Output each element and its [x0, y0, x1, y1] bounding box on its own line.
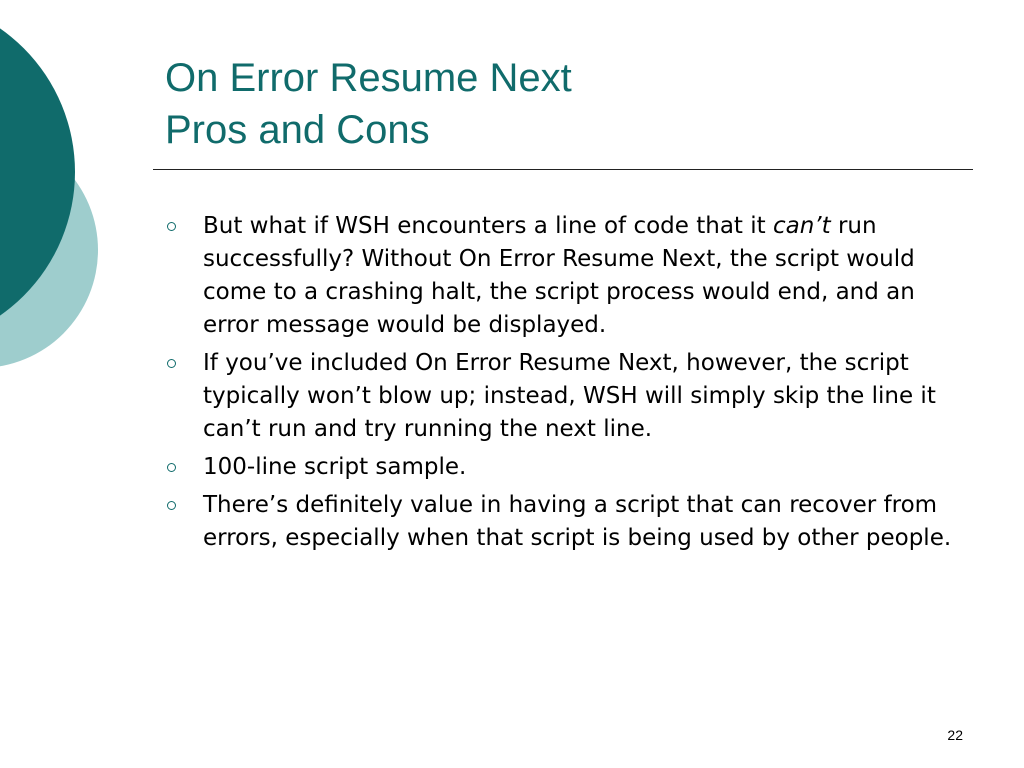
bullet-list	[160, 210, 970, 560]
page-number: 22	[947, 727, 963, 743]
decorative-circles	[0, 0, 110, 420]
bullet-text-start: But what if WSH encounters a line of code that it	[203, 213, 773, 239]
circle-bullet-icon	[167, 463, 176, 472]
slide-title-line-1: On Error Resume Next	[165, 56, 572, 100]
bullet-text: 100-line script sample.	[203, 454, 467, 480]
slide-title	[165, 52, 572, 156]
bullet-text: There’s definitely value in having a script that can recover from errors, especially when that script is being used by other people.	[203, 492, 952, 551]
bullet-item	[160, 451, 970, 484]
title-divider	[153, 169, 973, 170]
circle-bullet-icon	[167, 359, 176, 368]
circle-bullet-icon	[167, 501, 176, 510]
bullet-text-end: run successfully? Without On Error Resume Next, the script would come to a crashing halt, the script process would end, and an error message would be displayed.	[203, 213, 915, 338]
bullet-text-emphasis: can’t	[772, 213, 831, 239]
bullet-item	[160, 489, 970, 555]
bullet-item	[160, 347, 970, 446]
circle-bullet-icon	[167, 222, 176, 231]
slide-title-line-2: Pros and Cons	[165, 108, 430, 152]
bullet-item	[160, 210, 970, 342]
bullet-text: If you’ve included On Error Resume Next, however, the script typically won’t blow up; instead, WSH will simply skip the line it can’t run and try running the next line.	[203, 350, 936, 442]
